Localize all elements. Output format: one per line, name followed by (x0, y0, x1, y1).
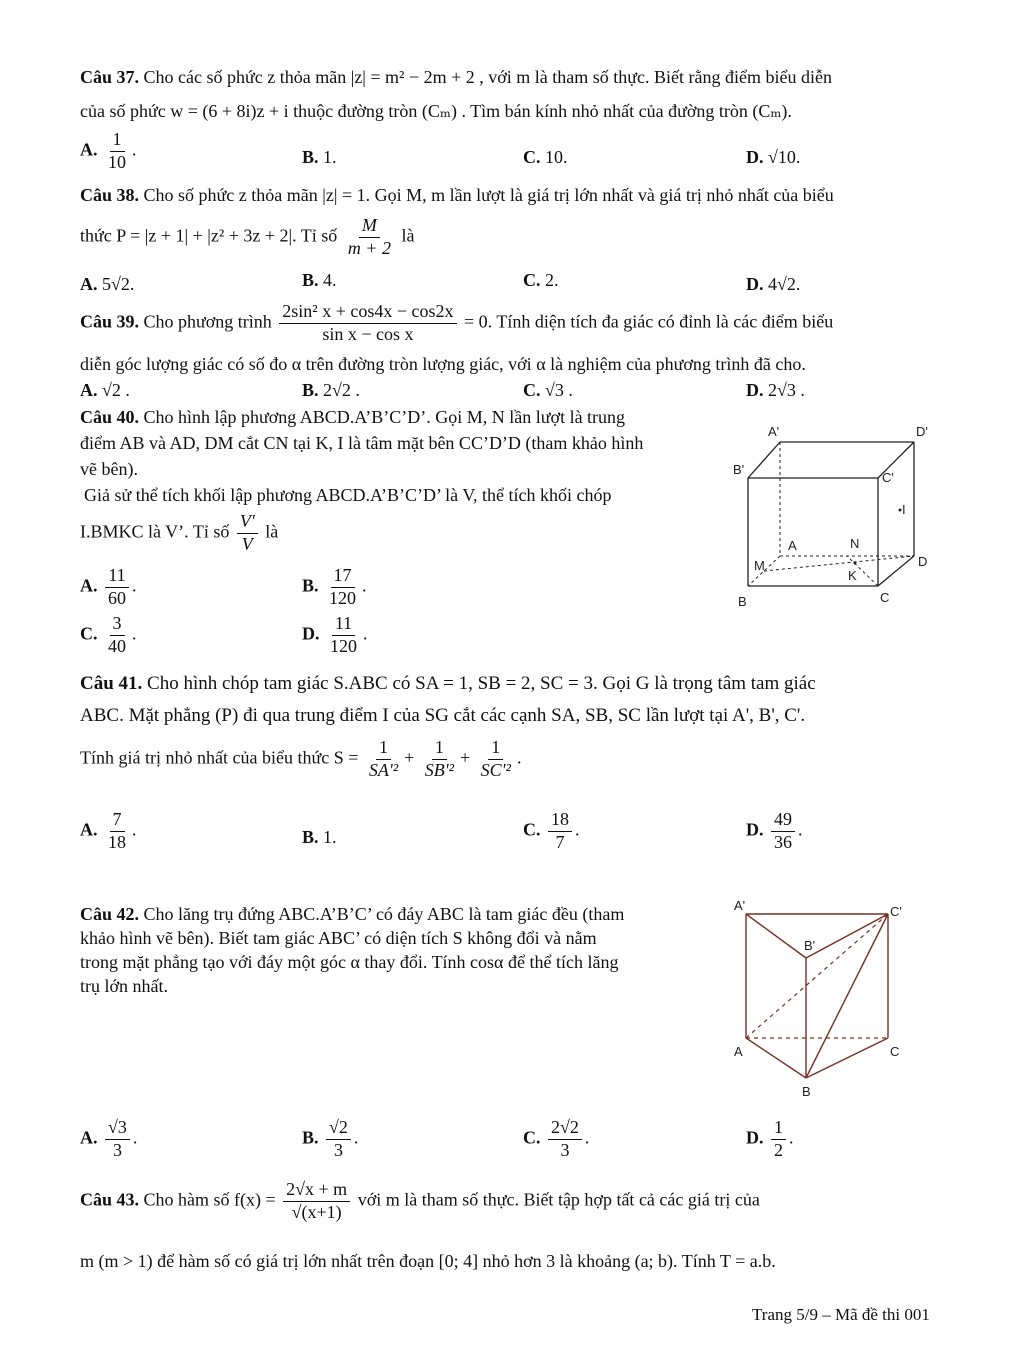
fig-label-i: I (902, 502, 906, 517)
q42-line2: khảo hình vẽ bên). Biết tam giác ABC’ có diện tích S không đổi và nằm (80, 928, 597, 948)
fig-label-b: B (738, 594, 747, 609)
fig-label-c1: C' (882, 470, 894, 485)
q37-line1 (80, 66, 832, 89)
q40-label: Câu 40. (80, 407, 140, 427)
q38-line1: Câu 38. Cho số phức z thỏa mãn |z| = 1. Gọi M, m lần lượt là giá trị lớn nhất và giá trị nhỏ nhất của biểu (80, 185, 834, 205)
q39-option-c: C. √3 . (523, 380, 573, 400)
q37-option-c: C. 10. (523, 147, 568, 167)
q42-option-a: A. $\frac{√3}{3}$ . (80, 1117, 138, 1160)
q37-text1: Cho các số phức z thỏa mãn |z| = m² − 2m + 2 , với m là tham số thực. Biết rằng điểm biểu diễn (143, 67, 832, 87)
q40-line1: Câu 40. Cho hình lập phương ABCD.A’B’C’D’. Gọi M, N lần lượt là trung (80, 407, 626, 427)
q40-line4: Giả sử thể tích khối lập phương ABCD.A’B’C’D’ là V, thể tích khối chóp (84, 485, 612, 505)
fig-label-a: A (788, 538, 797, 553)
q41-line3: Tính giá trị nhỏ nhất của biểu thức S = $\frac{1}{\text{SA'²}}$ + $\frac{1}{\text{SB'²}}$ + $\frac{1}{\text{SC'²}}$ . (80, 737, 522, 780)
q39-line2: diễn góc lượng giác có số đo α trên đường tròn lượng giác, với α là nghiệm của phương trình đã cho. (80, 354, 806, 374)
prism-label-b1: B' (804, 938, 816, 953)
q38-option-d: D. 4√2. (746, 274, 801, 294)
q42-option-b: B. $\frac{√2}{3}$ . (302, 1117, 359, 1160)
q38-option-a: A. 5√2. (80, 274, 135, 294)
q40-option-d: D. $\frac{11}{120}$ . (302, 613, 368, 656)
prism-label-c: C (890, 1044, 900, 1059)
prism-label-b: B (802, 1084, 811, 1099)
q43-line1: Câu 43. Cho hàm số f(x) = $\frac{2√x + m}{√(x+1)}$ với m là tham số thực. Biết tập hợp tất cả các giá trị của (80, 1179, 760, 1222)
q41-option-a: A. $\frac{7}{18}$ . (80, 809, 137, 852)
q38-option-c: C. 2. (523, 270, 559, 290)
q41-label: Câu 41. (80, 673, 143, 694)
fig-label-b1: B' (733, 462, 745, 477)
q42-option-c: C. $\frac{2√2}{3}$ . (523, 1117, 590, 1160)
q40-option-a: A. $\frac{11}{60}$ . (80, 565, 137, 608)
prism-label-a1: A' (734, 898, 746, 913)
q38-line2: thức P = |z + 1| + |z² + 3z + 2|. Tỉ số $\frac{M}{m + 2}$ là (80, 215, 415, 258)
cube-figure (728, 420, 958, 620)
prism-figure (728, 896, 918, 1106)
q40-line3: vẽ bên). (80, 459, 138, 479)
q39-option-b: B. 2√2 . (302, 380, 360, 400)
q41-option-d: D. $\frac{49}{36}$ . (746, 809, 803, 852)
q43-label: Câu 43. (80, 1189, 140, 1210)
q42-line1: Câu 42. Cho lăng trụ đứng ABC.A’B’C’ có đáy ABC là tam giác đều (tham (80, 904, 625, 924)
fig-label-d: D (918, 554, 928, 569)
q40-line2: điểm AB và AD, DM cắt CN tại K, I là tâm mặt bên CC’D’D (tham khảo hình (80, 433, 644, 453)
q42-line3: trong mặt phẳng tạo với đáy một góc α thay đổi. Tính cosα để thể tích lăng (80, 952, 619, 972)
fig-label-c: C (880, 590, 890, 605)
q40-line5: I.BMKC là V’. Tỉ số $\frac{V'}{V}$ là (80, 511, 279, 554)
q39-line1: Câu 39. Cho phương trình $\frac{\text{2sin² x + cos4x − cos2x}}{\text{sin x − cos x}}$ = 0. Tính diện tích đa giác có đỉnh là các điểm biểu (80, 301, 834, 344)
q40-option-b: B. $\frac{17}{120}$ . (302, 565, 367, 608)
q37-label: Câu 37. (80, 67, 140, 87)
q37-option-a: A. $\frac{1}{10}$ . (80, 129, 137, 172)
q41-line1: Câu 41. Cho hình chóp tam giác S.ABC có SA = 1, SB = 2, SC = 3. Gọi G là trọng tâm tam giác (80, 673, 816, 694)
fig-label-n: N (850, 536, 860, 551)
fig-label-d1: D' (916, 424, 928, 439)
q37-line2: của số phức w = (6 + 8i)z + i thuộc đường tròn (Cₘ) . Tìm bán kính nhỏ nhất của đường tròn (Cₘ). (80, 101, 792, 121)
page-footer: Trang 5/9 – Mã đề thi 001 (752, 1305, 930, 1324)
q40-option-c: C. $\frac{3}{40}$ . (80, 613, 137, 656)
q41-line2: ABC. Mặt phẳng (P) đi qua trung điểm I của SG cắt các cạnh SA, SB, SC lần lượt tại A', B', C'. (80, 705, 806, 726)
q41-option-c: C. $\frac{18}{7}$ . (523, 809, 580, 852)
q38-label: Câu 38. (80, 185, 140, 205)
q39-label: Câu 39. (80, 311, 140, 332)
q42-option-d: D. $\frac{1}{2}$ . (746, 1117, 794, 1160)
q42-line4: trụ lớn nhất. (80, 976, 169, 996)
q41-option-b: B. 1. (302, 827, 337, 847)
q37-option-d: D. √10. (746, 147, 801, 167)
q43-line2: m (m > 1) để hàm số có giá trị lớn nhất trên đoạn [0; 4] nhỏ hơn 3 là khoảng (a; b). Tính T = a.b. (80, 1251, 776, 1271)
fig-label-m: M (754, 558, 765, 573)
q39-option-a: A. √2 . (80, 380, 130, 400)
q42-label: Câu 42. (80, 904, 140, 924)
prism-label-a: A (734, 1044, 743, 1059)
q38-option-b: B. 4. (302, 270, 337, 290)
fig-label-k: K (848, 568, 857, 583)
prism-label-c1: C' (890, 904, 902, 919)
q37-option-b: B. 1. (302, 147, 337, 167)
fig-label-a1: A' (768, 424, 780, 439)
q39-option-d: D. 2√3 . (746, 380, 805, 400)
